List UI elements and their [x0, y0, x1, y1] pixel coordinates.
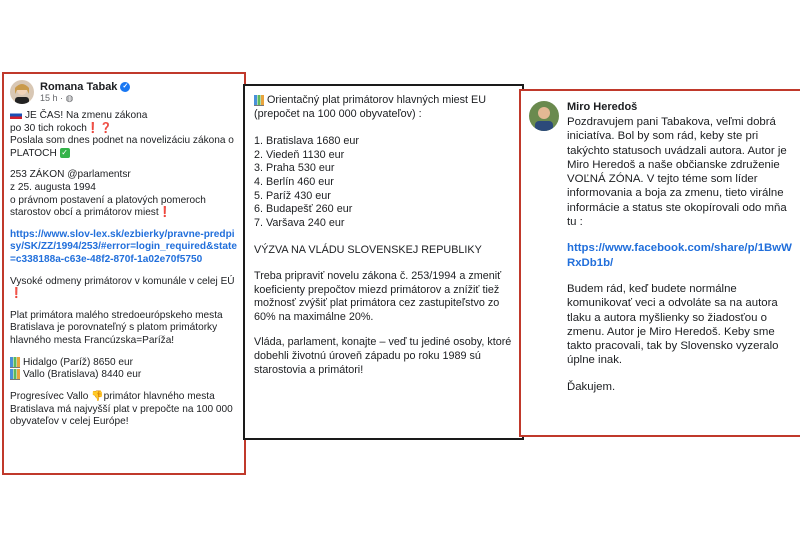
globe-icon: ◍	[65, 93, 74, 103]
author-name[interactable]: Romana Tabak ✓	[40, 81, 130, 93]
exclamation-question-icon: ❗❓	[86, 122, 113, 134]
post-left-panel	[2, 72, 246, 475]
comment	[529, 101, 799, 406]
post-header	[10, 80, 238, 104]
post-body	[10, 110, 238, 429]
check-mark-icon: ✓	[61, 148, 68, 158]
appeal-text: Treba pripraviť novelu zákona č. 253/1994 a zmeniť koeficienty prepočtov miezd primátorov a znížiť tiež možnosť zvýšiť plat primátora cez zastupiteľstvo zo 60% na maximálne 20%.	[254, 269, 502, 323]
verified-badge-icon: ✓	[120, 82, 130, 92]
exclamation-icon: ❗	[10, 288, 23, 300]
comment-text: Pozdravujem pani Tabakova, veľmi dobrá iniciatíva. Bol by som rád, keby ste pri takýchto statusoch uvádzali autora. Autor je Miro Heredoš a naše občianske združenie VOĽNÁ ZÓNA. V tejto téme som líder informovania a boja za zmenu, tieto virálne informácie a status ste okopírovali odo mňa tu :	[567, 116, 787, 229]
eu-salaries-text: Vysoké odmeny primátorov v komunále v celej EÚ ❗	[10, 275, 235, 300]
conclusion-text: Progresívec Vallo 👎primátor hlavného mesta Bratislava má najvyšší plat v prepočte na 100 000 obyvateľov v celej Európe!	[10, 391, 233, 428]
thumbs-down-icon: 👎	[91, 391, 104, 403]
salary-comparison: Hidalgo (Paríž) 8650 eur Vallo (Bratislava) 8440 eur	[10, 357, 238, 383]
list-item: 2. Viedeň 1130 eur	[254, 148, 345, 161]
list-item: 1. Bratislava 1680 eur	[254, 135, 360, 148]
salary-list	[254, 135, 513, 230]
comment-text: Budem rád, keď budete normálne komunikovať veci a odvoláte sa na autora tlaku a autora myšlienky so žiadosťou o zmenu. Autor je Miro Heredoš. Keby sme takto pracovali, tak by Slovensko vyzeralo úplne inak.	[567, 282, 779, 367]
avatar[interactable]	[529, 101, 559, 131]
avatar[interactable]	[10, 80, 34, 104]
chart-icon	[254, 95, 264, 106]
post-intro: JE ČAS! Na zmenu zákona po 30 tich rokoch❗❓ Poslala som dnes podnet na novelizáciu zákona o PLATOCH ✓	[10, 110, 234, 159]
comparison-text: Plat primátora malého stredoeurópskeho mesta Bratislava je porovnateľný s platom primátorky hlavného mesta Francúzska=Paríža!	[10, 309, 223, 346]
list-item: 5. Paríž 430 eur	[254, 189, 331, 202]
panel-title: Orientačný plat primátorov hlavných miest EU (prepočet na 100 000 obyvateľov) :	[254, 94, 487, 120]
salary-table-panel	[243, 84, 524, 440]
list-item: 6. Budapešť 260 eur	[254, 203, 353, 216]
comment-thanks: Ďakujem.	[567, 380, 616, 393]
list-item: 7. Varšava 240 eur	[254, 216, 345, 229]
exclamation-icon: ❗	[158, 207, 172, 219]
chart-icon	[10, 357, 20, 368]
list-item: 4. Berlín 460 eur	[254, 175, 334, 188]
appeal-heading: VÝZVA NA VLÁDU SLOVENSKEJ REPUBLIKY	[254, 244, 482, 257]
law-link[interactable]: https://www.slov-lex.sk/ezbierky/pravne-predpisy/SK/ZZ/1994/253/#error=login_required&state=c338188a-c63e-48f2-870f-1a02e70f5750	[10, 228, 237, 265]
comment-content	[567, 101, 799, 406]
list-item: 3. Praha 530 eur	[254, 162, 335, 175]
closing-text: Vláda, parlament, konajte – veď tu jediné osoby, ktoré dobehli životnú úroveň západu po roku 1989 sú starostovia a primátori!	[254, 336, 512, 376]
post-time: 15 h · ◍	[40, 93, 74, 103]
slovak-flag-icon	[10, 111, 22, 119]
comment-author[interactable]: Miro Heredoš	[567, 101, 638, 113]
facebook-share-link[interactable]: https://www.facebook.com/share/p/1BwWRxDb1b/	[567, 242, 792, 269]
law-info: 253 ZÁKON @parlamentsr z 25. augusta 1994 o právnom postavení a platových pomeroch starostov obcí a primátorov miest❗	[10, 169, 206, 219]
comment-right-panel	[519, 89, 800, 437]
chart-icon	[10, 369, 20, 380]
